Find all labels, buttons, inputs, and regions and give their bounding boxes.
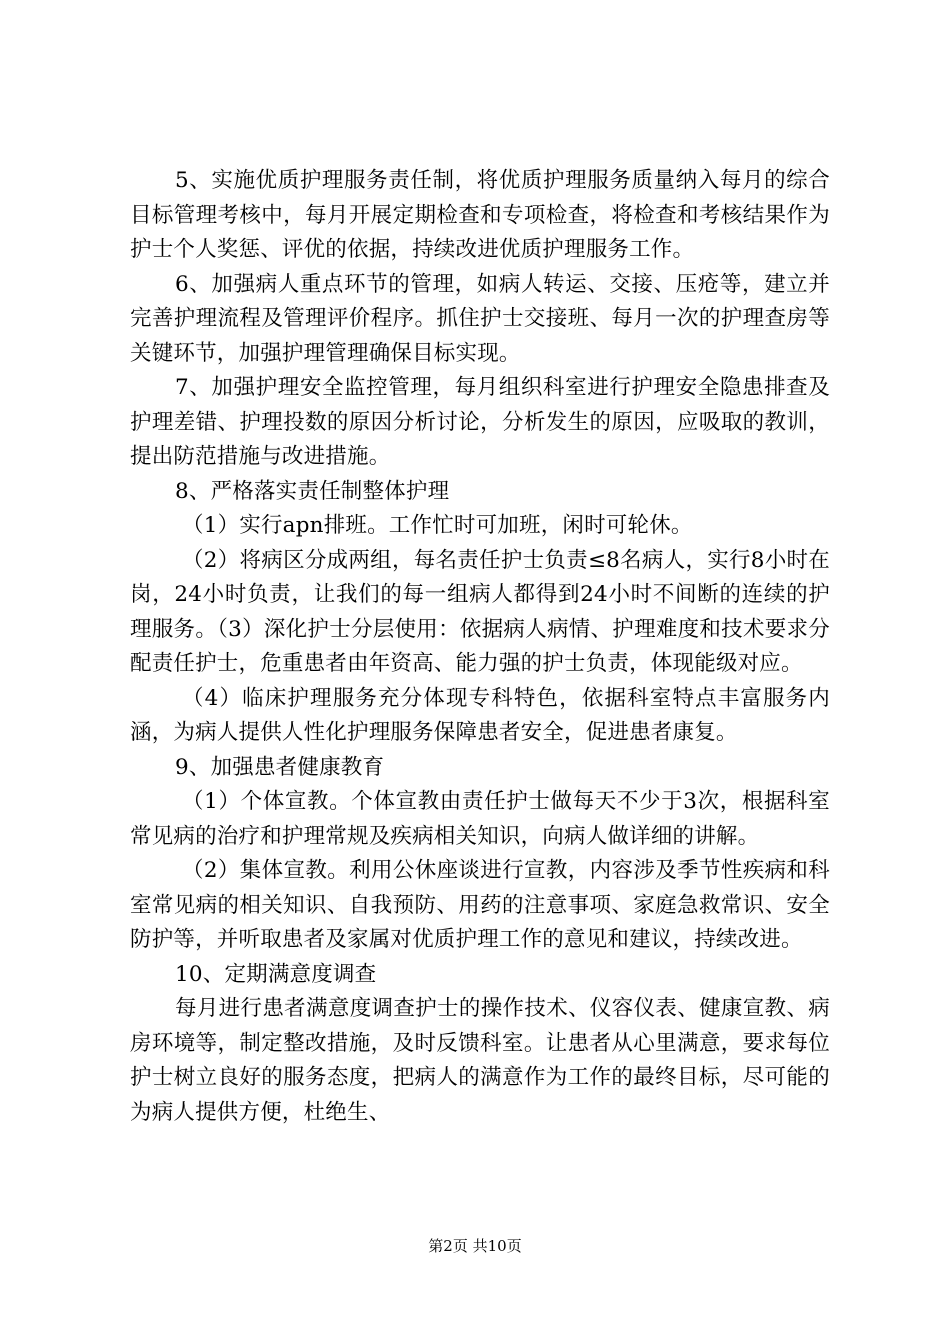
document-body xyxy=(130,164,830,1130)
section-heading-9: 9、加强患者健康教育 xyxy=(175,754,385,780)
sub-paragraph-8-2: （2）将病区分成两组，每名责任护士负责≤8名病人，实行8小时在岗，24小时负责，让我们的每一组病人都得到24小时不间断的连续的护理服务。（3）深化护士分层使用：依据病人病情、护理难度和技术要求分配责任护士，危重患者由年资高、能力强的护士负责，体现能级对应。 xyxy=(130,547,830,676)
page-number-footer: 第2页 共10页 xyxy=(428,1237,522,1255)
paragraph-item-6: 6、加强病人重点环节的管理，如病人转运、交接、压疮等，建立并完善护理流程及管理评价程序。抓住护士交接班、每月一次的护理查房等关键环节，加强护理管理确保目标实现。 xyxy=(130,271,830,366)
section-heading-8: 8、严格落实责任制整体护理 xyxy=(175,478,450,504)
paragraph-item-7: 7、加强护理安全监控管理，每月组织科室进行护理安全隐患排查及护理差错、护理投数的原因分析讨论，分析发生的原因，应吸取的教训，提出防范措施与改进措施。 xyxy=(130,375,830,469)
section-heading-10: 10、定期满意度调查 xyxy=(175,961,377,987)
paragraph-item-10-body: 每月进行患者满意度调查护士的操作技术、仪容仪表、健康宣教、病房环境等，制定整改措施，及时反馈科室。让患者从心里满意，要求每位护士树立良好的服务态度，把病人的满意作为工作的最终目标，尽可能的为病人提供方便，杜绝生、 xyxy=(130,996,830,1125)
sub-paragraph-9-2: （2）集体宣教。利用公休座谈进行宣教，内容涉及季节性疾病和科室常见病的相关知识、自我预防、用药的注意事项、家庭急救常识、安全防护等，并听取患者及家属对优质护理工作的意见和建议，持续改进。 xyxy=(130,858,830,952)
sub-paragraph-8-4: （4）临床护理服务充分体现专科特色，依据科室特点丰富服务内涵，为病人提供人性化护理服务保障患者安全，促进患者康复。 xyxy=(130,685,830,745)
sub-paragraph-8-1: （1）实行apn排班。工作忙时可加班，闲时可轮休。 xyxy=(182,513,693,538)
sub-paragraph-9-1: （1）个体宣教。个体宣教由责任护士做每天不少于3次，根据科室常见病的治疗和护理常规及疾病相关知识，向病人做详细的讲解。 xyxy=(130,789,830,849)
paragraph-item-5: 5、实施优质护理服务责任制，将优质护理服务质量纳入每月的综合目标管理考核中，每月开展定期检查和专项检查，将检查和考核结果作为护士个人奖惩、评优的依据，持续改进优质护理服务工作。 xyxy=(130,168,830,262)
